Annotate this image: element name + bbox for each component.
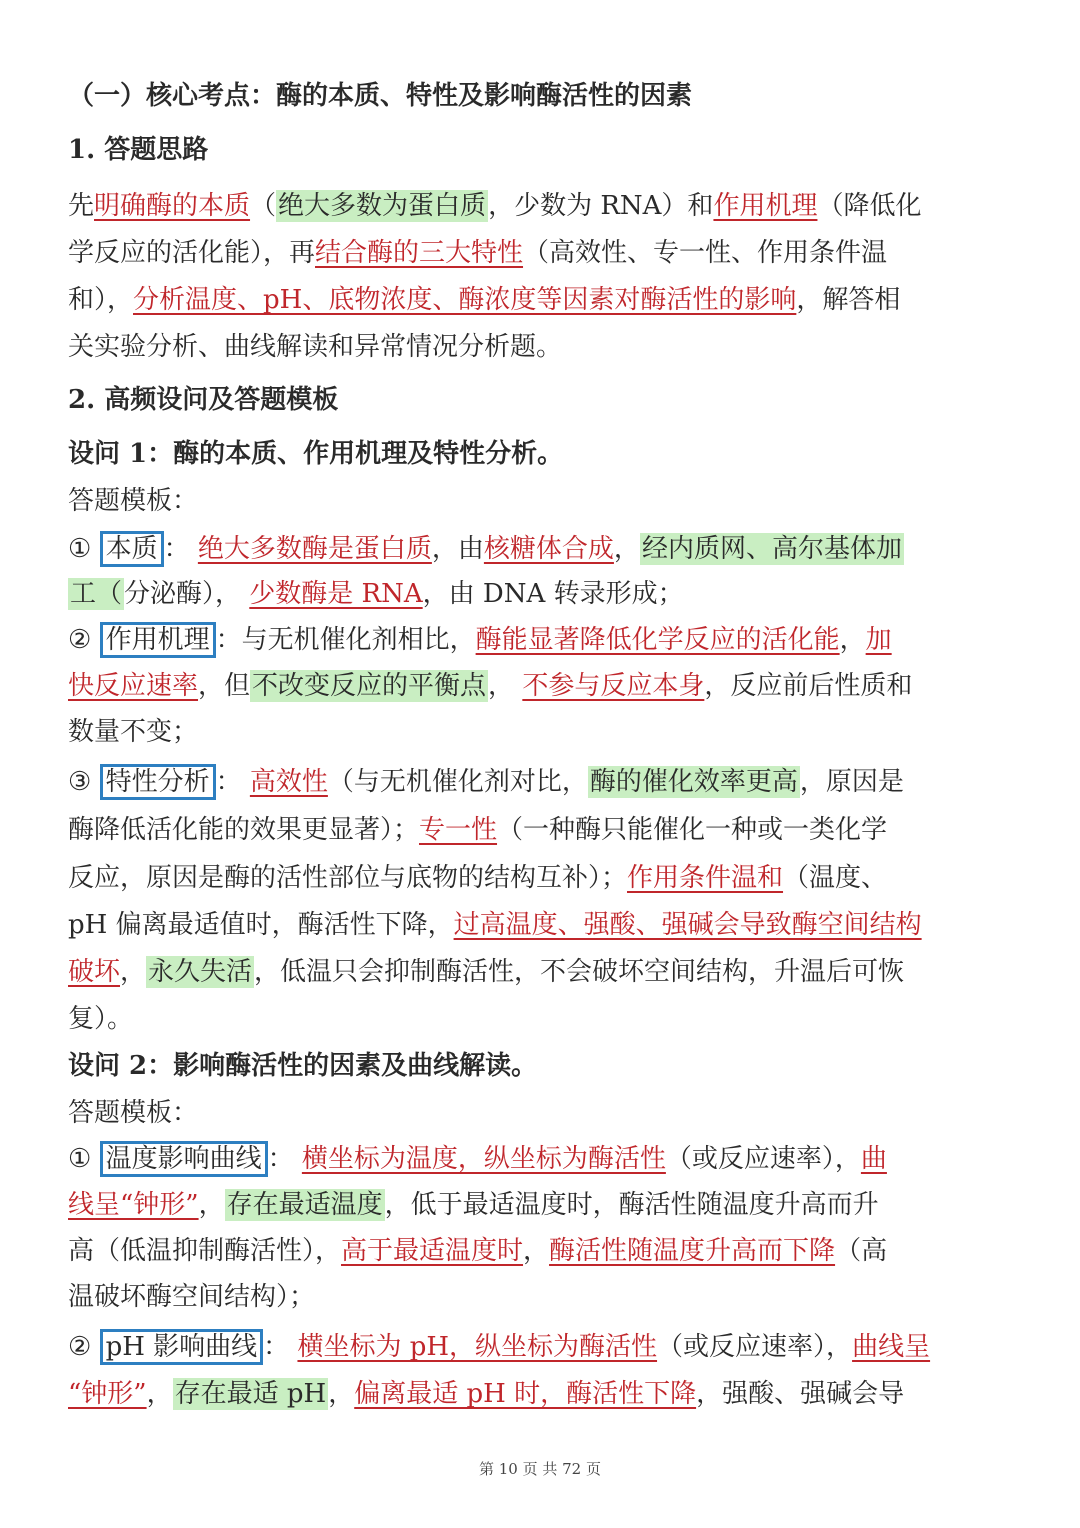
text: ， bbox=[613, 534, 640, 564]
paragraph-line bbox=[68, 531, 904, 567]
text: ， bbox=[488, 671, 515, 701]
paragraph-line: 关实验分析、曲线解读和异常情况分析题。 bbox=[68, 332, 563, 362]
circled-number: ② bbox=[68, 1332, 92, 1362]
boxed-term: 温度影响曲线 bbox=[100, 1141, 268, 1177]
paragraph-line bbox=[68, 812, 887, 848]
key-phrase: 快反应速率 bbox=[68, 671, 199, 701]
text: ： bbox=[163, 534, 190, 564]
key-phrase: 偏离最适 pH 时，酶活性下降 bbox=[354, 1379, 697, 1409]
text: （或反应速率）， bbox=[657, 1332, 853, 1362]
highlight: 工（ bbox=[70, 579, 123, 609]
key-phrase: 过高温度、强酸、强碱会导致酶空间结构 bbox=[453, 910, 922, 940]
circled-number: ③ bbox=[68, 767, 92, 797]
paragraph-line bbox=[68, 668, 912, 704]
text: ，强酸、强碱会导 bbox=[696, 1379, 905, 1409]
paragraph-line: 温破坏酶空间结构）； bbox=[68, 1282, 316, 1312]
key-phrase: 明确酶的本质 bbox=[94, 191, 251, 221]
text: ， bbox=[839, 625, 866, 655]
text: 分泌酶）， bbox=[124, 579, 242, 609]
text: ，低于最适温度时，酶活性随温度升高而升 bbox=[384, 1190, 879, 1220]
paragraph-line bbox=[68, 188, 921, 224]
text: ，解答相 bbox=[796, 285, 901, 315]
text: ，由 DNA 转录形成； bbox=[422, 579, 684, 609]
text: （ bbox=[250, 191, 277, 221]
key-phrase: 破坏 bbox=[68, 957, 121, 987]
boxed-term: 作用机理 bbox=[100, 622, 216, 658]
page-number-footer: 第 10 页 共 72 页 bbox=[478, 1460, 601, 1478]
text: （或反应速率）， bbox=[665, 1144, 861, 1174]
text: ，但 bbox=[198, 671, 251, 701]
circled-number: ① bbox=[68, 1144, 92, 1174]
boxed-term: pH 影响曲线 bbox=[100, 1329, 264, 1365]
paragraph-line bbox=[68, 1329, 930, 1365]
circled-number: ① bbox=[68, 534, 92, 564]
key-phrase: 高于最适温度时 bbox=[341, 1236, 524, 1266]
text: （降低化 bbox=[817, 191, 922, 221]
key-phrase: “钟形” bbox=[68, 1379, 147, 1409]
question-title-1: 设问 1：酶的本质、作用机理及特性分析。 bbox=[68, 439, 564, 469]
text: 学反应的活化能），再 bbox=[68, 238, 316, 268]
paragraph-line bbox=[68, 576, 684, 612]
key-phrase: 专一性 bbox=[419, 815, 498, 845]
text: ： bbox=[215, 767, 242, 797]
paragraph-line bbox=[68, 235, 887, 271]
text: 反应，原因是酶的活性部位与底物的结构互补）； bbox=[68, 863, 628, 893]
key-phrase: 核糖体合成 bbox=[483, 534, 614, 564]
key-phrase: 线呈“钟形” bbox=[68, 1190, 199, 1220]
paragraph-line bbox=[68, 1187, 879, 1223]
template-label: 答题模板： bbox=[68, 486, 199, 516]
subsection-title-1: 1. 答题思路 bbox=[68, 135, 209, 165]
text: ，原因是 bbox=[799, 767, 904, 797]
question-title-2: 设问 2：影响酶活性的因素及曲线解读。 bbox=[68, 1051, 538, 1081]
paragraph-line bbox=[68, 282, 900, 318]
highlight: 存在最适温度 bbox=[226, 1190, 383, 1220]
text: 高（低温抑制酶活性）， bbox=[68, 1236, 342, 1266]
key-phrase: 分析温度、pH、底物浓度、酶浓度等因素对酶活性的影响 bbox=[133, 285, 797, 315]
key-phrase: 横坐标为温度，纵坐标为酶活性 bbox=[301, 1144, 666, 1174]
text: 酶降低活化能的效果更显著）； bbox=[68, 815, 420, 845]
paragraph-line: 复）。 bbox=[68, 1004, 134, 1034]
boxed-term: 特性分析 bbox=[100, 764, 216, 800]
text: ，由 bbox=[431, 534, 484, 564]
paragraph-line bbox=[68, 1141, 887, 1177]
key-phrase: 酶能显著降低化学反应的活化能 bbox=[475, 625, 840, 655]
circled-number: ② bbox=[68, 625, 92, 655]
highlight: 经内质网、高尔基体加 bbox=[641, 534, 902, 564]
text: （高效性、专一性、作用条件温 bbox=[523, 238, 888, 268]
highlight: 酶的催化效率更高 bbox=[589, 767, 798, 797]
text: ，低温只会抑制酶活性，不会破坏空间结构，升温后可恢 bbox=[254, 957, 905, 987]
key-phrase: 作用机理 bbox=[713, 191, 818, 221]
paragraph-line bbox=[68, 1233, 887, 1269]
text: ： bbox=[263, 1332, 290, 1362]
key-phrase: 少数酶是 RNA bbox=[249, 579, 423, 609]
text: ： bbox=[267, 1144, 294, 1174]
text: ， bbox=[198, 1190, 225, 1220]
text: （一种酶只能催化一种或一类化学 bbox=[497, 815, 888, 845]
text: 和）， bbox=[68, 285, 134, 315]
key-phrase: 绝大多数酶是蛋白质 bbox=[197, 534, 432, 564]
subsection-title-2: 2. 高频设问及答题模板 bbox=[68, 385, 339, 415]
key-phrase: 横坐标为 pH，纵坐标为酶活性 bbox=[297, 1332, 658, 1362]
text: ， bbox=[328, 1379, 355, 1409]
paragraph-line bbox=[68, 954, 904, 990]
key-phrase: 加 bbox=[865, 625, 892, 655]
paragraph-line: 数量不变； bbox=[68, 717, 199, 747]
text: ：与无机催化剂相比， bbox=[215, 625, 476, 655]
paragraph-line bbox=[68, 622, 892, 658]
key-phrase: 高效性 bbox=[249, 767, 328, 797]
key-phrase: 酶活性随温度升高而下降 bbox=[549, 1236, 836, 1266]
paragraph-line bbox=[68, 1376, 904, 1412]
key-phrase: 结合酶的三大特性 bbox=[315, 238, 524, 268]
paragraph-line bbox=[68, 860, 887, 896]
key-phrase: 作用条件温和 bbox=[627, 863, 784, 893]
key-phrase: 曲线呈 bbox=[852, 1332, 931, 1362]
boxed-term: 本质 bbox=[100, 531, 164, 567]
template-label: 答题模板： bbox=[68, 1098, 199, 1128]
paragraph-line bbox=[68, 764, 904, 800]
highlight: 不改变反应的平衡点 bbox=[252, 671, 487, 701]
highlight: 绝大多数为蛋白质 bbox=[278, 191, 487, 221]
key-phrase: 不参与反应本身 bbox=[522, 671, 705, 701]
text: （与无机催化剂对比， bbox=[327, 767, 588, 797]
text: （高 bbox=[835, 1236, 888, 1266]
text: 先 bbox=[68, 191, 95, 221]
paragraph-line bbox=[68, 907, 922, 943]
section-title: （一）核心考点：酶的本质、特性及影响酶活性的因素 bbox=[68, 81, 693, 111]
highlight: 永久失活 bbox=[148, 957, 253, 987]
text: ， bbox=[523, 1236, 550, 1266]
text: ， bbox=[146, 1379, 173, 1409]
text: pH 偏离最适值时，酶活性下降， bbox=[68, 910, 454, 940]
text: ，少数为 RNA）和 bbox=[488, 191, 714, 221]
text: （温度、 bbox=[783, 863, 888, 893]
key-phrase: 曲 bbox=[860, 1144, 887, 1174]
text: ，反应前后性质和 bbox=[704, 671, 913, 701]
text: ， bbox=[120, 957, 147, 987]
highlight: 存在最适 pH bbox=[174, 1379, 327, 1409]
